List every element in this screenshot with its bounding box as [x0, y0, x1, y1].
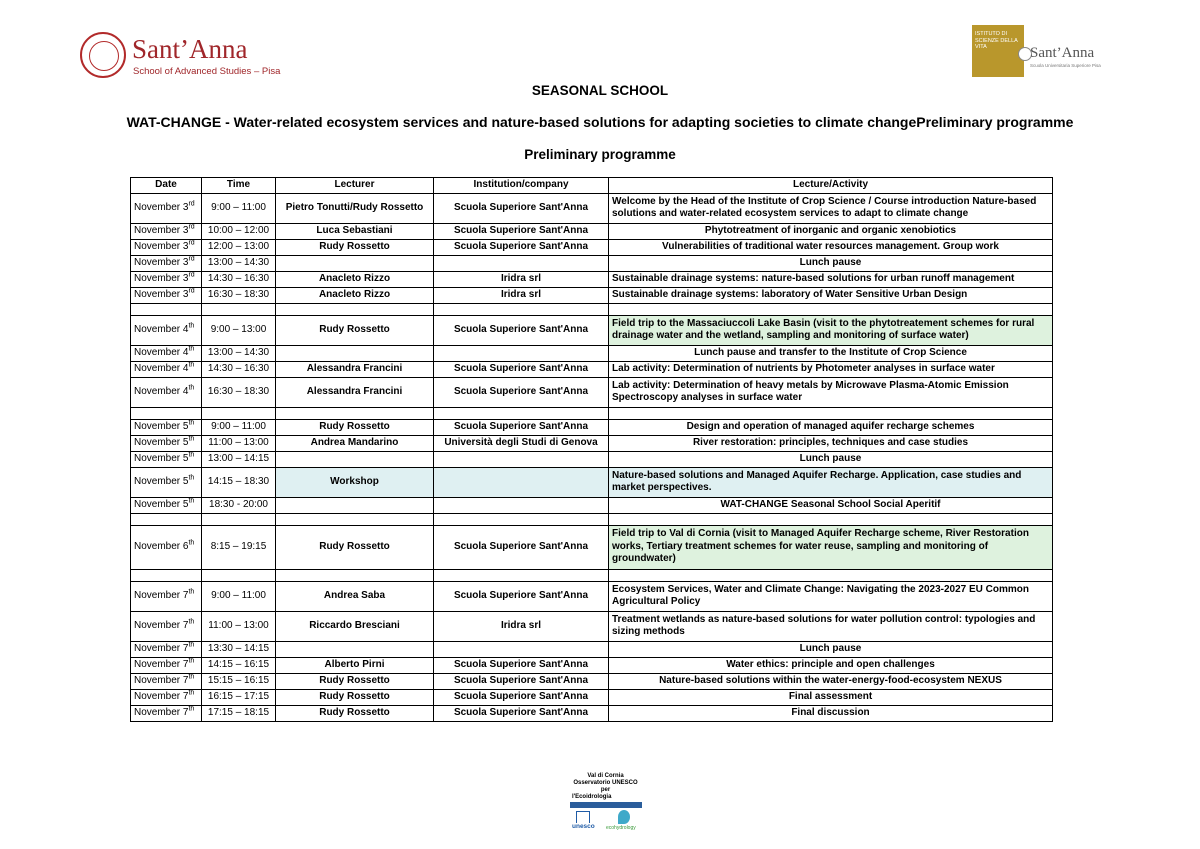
activity-cell: River restoration: principles, techniques and case studies [609, 435, 1053, 451]
institute-logo [972, 25, 1132, 77]
date-cell [131, 451, 202, 467]
time-cell: 9:00 – 11:00 [202, 193, 276, 223]
header-date: Date [131, 178, 202, 194]
header-time: Time [202, 178, 276, 194]
institution-cell: Scuola Superiore Sant'Anna [434, 705, 609, 721]
lecturer-cell: Andrea Saba [276, 581, 434, 611]
lecturer-cell: Luca Sebastiani [276, 223, 434, 239]
sant-anna-seal-icon [80, 32, 126, 78]
activity-cell: Phytotreatment of inorganic and organic xenobiotics [609, 223, 1053, 239]
date-cell [131, 581, 202, 611]
date-month-day: November 3 [134, 272, 189, 284]
date-month-day: November 4 [134, 362, 189, 374]
activity-cell: Sustainable drainage systems: nature-based solutions for urban runoff management [609, 271, 1053, 287]
institution-cell: Scuola Superiore Sant'Anna [434, 193, 609, 223]
time-cell: 13:00 – 14:30 [202, 345, 276, 361]
header-lecturer: Lecturer [276, 178, 434, 194]
date-cell [131, 255, 202, 271]
date-month-day: November 3 [134, 240, 189, 252]
date-month-day: November 7 [134, 642, 189, 654]
date-month-day: November 3 [134, 256, 189, 268]
table-row [131, 673, 1053, 689]
date-cell [131, 435, 202, 451]
time-cell: 16:30 – 18:30 [202, 287, 276, 303]
lecturer-cell: Alessandra Francini [276, 377, 434, 407]
empty-cell [276, 303, 434, 315]
activity-cell: Lunch pause [609, 641, 1053, 657]
table-row [131, 689, 1053, 705]
empty-cell [276, 407, 434, 419]
time-cell: 9:00 – 13:00 [202, 315, 276, 345]
lecturer-cell: Pietro Tonutti/Rudy Rossetto [276, 193, 434, 223]
date-cell [131, 419, 202, 435]
institution-cell: Scuola Superiore Sant'Anna [434, 673, 609, 689]
date-ordinal: rd [188, 223, 195, 231]
empty-cell [131, 569, 202, 581]
table-row [131, 271, 1053, 287]
time-cell: 11:00 – 13:00 [202, 611, 276, 641]
activity-cell: Sustainable drainage systems: laboratory of Water Sensitive Urban Design [609, 287, 1053, 303]
table-body [131, 193, 1053, 721]
lecturer-cell: Rudy Rossetto [276, 705, 434, 721]
header-activity: Lecture/Activity [609, 178, 1053, 194]
activity-cell: Field trip to Val di Cornia (visit to Managed Aquifer Recharge scheme, River Restoration works, Tertiary treatment schemes for water reuse, sampling and monitoring of groundwater) [609, 525, 1053, 569]
table-row [131, 657, 1053, 673]
table-row [131, 451, 1053, 467]
time-cell: 16:15 – 17:15 [202, 689, 276, 705]
date-cell [131, 315, 202, 345]
lecturer-cell: Rudy Rossetto [276, 239, 434, 255]
lecturer-cell: Rudy Rossetto [276, 689, 434, 705]
document-title: SEASONAL SCHOOL [531, 83, 669, 98]
table-row [131, 705, 1053, 721]
lecturer-cell: Rudy Rossetto [276, 673, 434, 689]
date-month-day: November 5 [134, 452, 189, 464]
empty-cell [131, 407, 202, 419]
empty-cell [609, 407, 1053, 419]
date-ordinal: th [188, 497, 195, 505]
date-ordinal: th [188, 361, 195, 369]
institute-logo-name: Sant’Anna [1030, 45, 1095, 61]
activity-cell: Water ethics: principle and open challenges [609, 657, 1053, 673]
time-cell: 14:15 – 16:15 [202, 657, 276, 673]
unesco-temple-icon [576, 811, 590, 823]
table-row-spacer [131, 407, 1053, 419]
date-cell [131, 525, 202, 569]
empty-cell [276, 513, 434, 525]
activity-cell: Welcome by the Head of the Institute of Crop Science / Course introduction Nature-based solutions and water-related ecosystem services to adapt to climate change [609, 193, 1053, 223]
footer-logo [568, 773, 643, 835]
table-row-spacer [131, 513, 1053, 525]
lecturer-cell [276, 451, 434, 467]
empty-cell [434, 569, 609, 581]
time-cell: 9:00 – 11:00 [202, 581, 276, 611]
footer-line-1: Val di Cornia [587, 773, 624, 779]
empty-cell [202, 513, 276, 525]
table-row [131, 435, 1053, 451]
unesco-wordmark: unesco [572, 823, 595, 830]
institution-cell: Università degli Studi di Genova [434, 435, 609, 451]
date-month-day: November 5 [134, 475, 189, 487]
footer-line-2: Osservatorio UNESCO per [573, 780, 638, 793]
date-ordinal: th [188, 539, 195, 547]
lecturer-cell: Rudy Rossetto [276, 525, 434, 569]
time-cell: 17:15 – 18:15 [202, 705, 276, 721]
institution-cell [434, 641, 609, 657]
empty-cell [131, 513, 202, 525]
table-header-row [131, 178, 1053, 194]
table-row [131, 223, 1053, 239]
date-ordinal: th [188, 657, 195, 665]
date-cell [131, 467, 202, 497]
time-cell: 13:00 – 14:30 [202, 255, 276, 271]
date-ordinal: th [188, 618, 195, 626]
date-ordinal: th [188, 419, 195, 427]
table-row [131, 497, 1053, 513]
table-row-spacer [131, 569, 1053, 581]
lecturer-cell: Anacleto Rizzo [276, 271, 434, 287]
document-subtitle: WAT-CHANGE - Water-related ecosystem services and nature-based solutions for adapting societies to climate changePreliminary programme [126, 114, 1074, 130]
logo-brand-subtitle: School of Advanced Studies – Pisa [133, 66, 281, 77]
date-cell [131, 611, 202, 641]
date-ordinal: th [188, 673, 195, 681]
empty-cell [202, 569, 276, 581]
date-month-day: November 5 [134, 498, 189, 510]
date-ordinal: th [188, 345, 195, 353]
empty-cell [131, 303, 202, 315]
table-row [131, 287, 1053, 303]
activity-cell: WAT-CHANGE Seasonal School Social Aperitif [609, 497, 1053, 513]
time-cell: 10:00 – 12:00 [202, 223, 276, 239]
time-cell: 13:00 – 14:15 [202, 451, 276, 467]
lecturer-cell: Andrea Mandarino [276, 435, 434, 451]
programme-heading: Preliminary programme [524, 147, 676, 162]
institution-cell [434, 467, 609, 497]
empty-cell [276, 569, 434, 581]
empty-cell [202, 303, 276, 315]
date-cell [131, 689, 202, 705]
date-cell [131, 657, 202, 673]
date-cell [131, 641, 202, 657]
date-month-day: November 5 [134, 436, 189, 448]
ecohydrology-wordmark: ecohydrology [606, 825, 636, 831]
date-ordinal: th [188, 641, 195, 649]
lecturer-cell: Workshop [276, 467, 434, 497]
table-row [131, 581, 1053, 611]
date-ordinal: th [188, 689, 195, 697]
empty-cell [609, 569, 1053, 581]
institution-cell [434, 255, 609, 271]
date-ordinal: th [188, 322, 195, 330]
date-ordinal: th [188, 588, 195, 596]
time-cell: 15:15 – 16:15 [202, 673, 276, 689]
time-cell: 9:00 – 11:00 [202, 419, 276, 435]
institution-cell: Iridra srl [434, 287, 609, 303]
lecturer-cell: Rudy Rossetto [276, 315, 434, 345]
activity-cell: Final discussion [609, 705, 1053, 721]
date-cell [131, 287, 202, 303]
date-month-day: November 5 [134, 420, 189, 432]
date-ordinal: th [188, 705, 195, 713]
activity-cell: Lunch pause [609, 451, 1053, 467]
time-cell: 16:30 – 18:30 [202, 377, 276, 407]
institution-cell: Scuola Superiore Sant'Anna [434, 239, 609, 255]
institution-cell [434, 345, 609, 361]
table-row [131, 377, 1053, 407]
date-ordinal: rd [188, 271, 195, 279]
empty-cell [202, 407, 276, 419]
activity-cell: Design and operation of managed aquifer recharge schemes [609, 419, 1053, 435]
date-month-day: November 6 [134, 540, 189, 552]
date-month-day: November 4 [134, 323, 189, 335]
date-ordinal: rd [188, 255, 195, 263]
institution-cell: Scuola Superiore Sant'Anna [434, 525, 609, 569]
table-row [131, 361, 1053, 377]
date-cell [131, 673, 202, 689]
lecturer-cell: Anacleto Rizzo [276, 287, 434, 303]
institution-cell: Scuola Superiore Sant'Anna [434, 223, 609, 239]
institution-cell: Iridra srl [434, 611, 609, 641]
date-month-day: November 3 [134, 224, 189, 236]
time-cell: 14:15 – 18:30 [202, 467, 276, 497]
date-month-day: November 7 [134, 658, 189, 670]
logo-brand-name: Sant’Anna [132, 34, 248, 64]
institution-cell: Scuola Superiore Sant'Anna [434, 657, 609, 673]
institution-cell: Iridra srl [434, 271, 609, 287]
institution-cell: Scuola Superiore Sant'Anna [434, 689, 609, 705]
date-month-day: November 7 [134, 619, 189, 631]
ecohydrology-drop-icon [618, 810, 630, 824]
empty-cell [609, 513, 1053, 525]
lecturer-cell [276, 641, 434, 657]
date-cell [131, 705, 202, 721]
date-month-day: November 3 [134, 288, 189, 300]
activity-cell: Vulnerabilities of traditional water resources management. Group work [609, 239, 1053, 255]
activity-cell: Nature-based solutions within the water-energy-food-ecosystem NEXUS [609, 673, 1053, 689]
footer-line-3: l'Ecoidrologia [572, 794, 612, 800]
time-cell: 13:30 – 14:15 [202, 641, 276, 657]
table-row [131, 419, 1053, 435]
lecturer-cell: Rudy Rossetto [276, 419, 434, 435]
time-cell: 8:15 – 19:15 [202, 525, 276, 569]
institution-cell: Scuola Superiore Sant'Anna [434, 419, 609, 435]
empty-cell [609, 303, 1053, 315]
table-row [131, 193, 1053, 223]
empty-cell [434, 513, 609, 525]
institution-cell: Scuola Superiore Sant'Anna [434, 361, 609, 377]
institution-cell [434, 497, 609, 513]
header-institution: Institution/company [434, 178, 609, 194]
table-row [131, 239, 1053, 255]
sant-anna-logo [80, 32, 281, 82]
table-row [131, 255, 1053, 271]
lecturer-cell: Riccardo Bresciani [276, 611, 434, 641]
activity-cell: Nature-based solutions and Managed Aquifer Recharge. Application, case studies and market perspectives. [609, 467, 1053, 497]
date-ordinal: th [188, 451, 195, 459]
date-cell [131, 271, 202, 287]
date-cell [131, 239, 202, 255]
empty-cell [434, 303, 609, 315]
table-row [131, 345, 1053, 361]
date-ordinal: rd [188, 239, 195, 247]
time-cell: 14:30 – 16:30 [202, 361, 276, 377]
date-cell [131, 377, 202, 407]
empty-cell [434, 407, 609, 419]
date-month-day: November 4 [134, 385, 189, 397]
date-ordinal: th [188, 384, 195, 392]
institution-cell: Scuola Superiore Sant'Anna [434, 315, 609, 345]
activity-cell: Lunch pause [609, 255, 1053, 271]
date-cell [131, 361, 202, 377]
institution-cell: Scuola Superiore Sant'Anna [434, 377, 609, 407]
activity-cell: Ecosystem Services, Water and Climate Change: Navigating the 2023-2027 EU Common Agricultural Policy [609, 581, 1053, 611]
activity-cell: Lunch pause and transfer to the Institute of Crop Science [609, 345, 1053, 361]
activity-cell: Field trip to the Massaciuccoli Lake Basin (visit to the phytotreatement schemes for rural drainage water and the wetland, sampling and monitoring of surface water) [609, 315, 1053, 345]
lecturer-cell [276, 255, 434, 271]
footer-icons [568, 808, 643, 838]
activity-cell: Lab activity: Determination of nutrients by Photometer analyses in surface water [609, 361, 1053, 377]
date-cell [131, 193, 202, 223]
date-month-day: November 7 [134, 706, 189, 718]
date-ordinal: th [188, 435, 195, 443]
institute-logo-subtitle: Scuola Universitaria Superiore Pisa [1030, 63, 1101, 68]
time-cell: 14:30 – 16:30 [202, 271, 276, 287]
programme-table [130, 177, 1053, 722]
table-row-spacer [131, 303, 1053, 315]
time-cell: 12:00 – 13:00 [202, 239, 276, 255]
date-month-day: November 3 [134, 201, 189, 213]
date-month-day: November 7 [134, 589, 189, 601]
institution-cell [434, 451, 609, 467]
table-row [131, 467, 1053, 497]
date-cell [131, 345, 202, 361]
table-row [131, 611, 1053, 641]
lecturer-cell: Alberto Pirni [276, 657, 434, 673]
time-cell: 18:30 - 20:00 [202, 497, 276, 513]
date-ordinal: rd [188, 200, 195, 208]
date-month-day: November 4 [134, 346, 189, 358]
lecturer-cell: Alessandra Francini [276, 361, 434, 377]
time-cell: 11:00 – 13:00 [202, 435, 276, 451]
activity-cell: Final assessment [609, 689, 1053, 705]
institute-logo-box: ISTITUTO DI SCIENZE DELLA VITA [972, 25, 1024, 77]
date-ordinal: rd [188, 287, 195, 295]
date-ordinal: th [188, 474, 195, 482]
date-cell [131, 497, 202, 513]
table-row [131, 641, 1053, 657]
table-row [131, 525, 1053, 569]
activity-cell: Lab activity: Determination of heavy metals by Microwave Plasma-Atomic Emission Spectroscopy analyses in surface water [609, 377, 1053, 407]
activity-cell: Treatment wetlands as nature-based solutions for water pollution control: typologies and sizing methods [609, 611, 1053, 641]
date-month-day: November 7 [134, 674, 189, 686]
date-cell [131, 223, 202, 239]
table-row [131, 315, 1053, 345]
institution-cell: Scuola Superiore Sant'Anna [434, 581, 609, 611]
date-month-day: November 7 [134, 690, 189, 702]
lecturer-cell [276, 497, 434, 513]
lecturer-cell [276, 345, 434, 361]
